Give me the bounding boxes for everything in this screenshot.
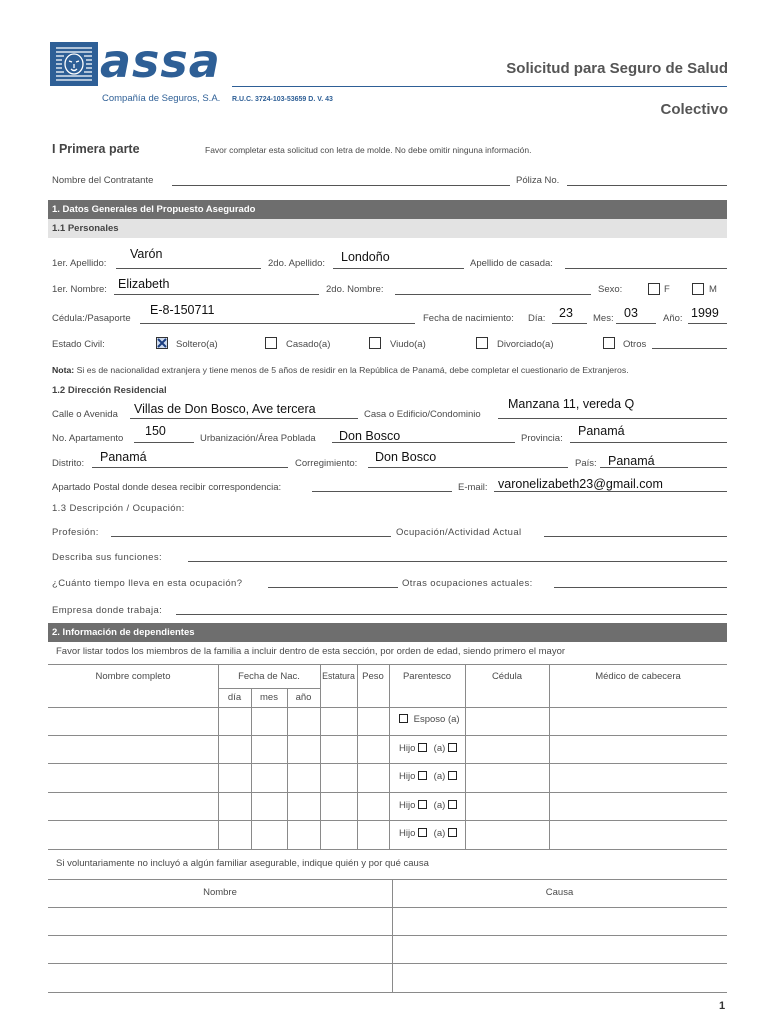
col-mes: mes: [260, 692, 278, 703]
distrito-value: Panamá: [100, 450, 147, 464]
col-anio: año: [295, 692, 312, 703]
col-nombre: Nombre completo: [95, 671, 171, 682]
otras-label: Otras ocupaciones actuales:: [402, 578, 533, 589]
anio-field[interactable]: [688, 323, 727, 324]
form-title: Solicitud para Seguro de Salud: [506, 60, 728, 77]
casa-value: Manzana 11, vereda Q: [508, 397, 635, 411]
correg-label: Corregimiento:: [295, 458, 358, 469]
lion-logo-icon: [50, 42, 98, 86]
divorciado-checkbox[interactable]: [476, 337, 488, 349]
company-logo: [50, 34, 230, 112]
section12-title: 1.2 Dirección Residencial: [52, 385, 167, 396]
page-number: 1: [719, 1000, 726, 1012]
poliza-label: Póliza No.: [516, 175, 560, 186]
header-rule: [232, 86, 727, 87]
exclusion-col-causa: Causa: [545, 887, 574, 898]
email-label: E-mail:: [458, 482, 488, 493]
urb-label: Urbanización/Área Poblada: [200, 433, 316, 444]
calle-field[interactable]: [130, 418, 358, 419]
otros-checkbox[interactable]: [603, 337, 615, 349]
email-field[interactable]: [494, 491, 727, 492]
dia-field[interactable]: [552, 323, 587, 324]
section1-title: 1. Datos Generales del Propuesto Asegurado: [52, 204, 256, 215]
hija-label: (a): [433, 771, 446, 782]
pais-label: País:: [575, 458, 597, 469]
company-name: Compañía de Seguros, S.A.: [102, 93, 221, 104]
otros-label: Otros: [623, 339, 647, 350]
casada-label: Apellido de casada:: [470, 258, 553, 269]
cedula-value: E-8-150711: [150, 303, 215, 317]
nacimiento-label: Fecha de nacimiento:: [423, 313, 514, 324]
hija-checkbox[interactable]: [448, 828, 457, 837]
exclusion-instruction: Si voluntariamente no incluyó a algún familiar asegurable, indique quién y por qué causa: [56, 858, 429, 869]
profesion-label: Profesión:: [52, 527, 99, 538]
form-subtitle: Colectivo: [660, 101, 728, 118]
otros-field[interactable]: [652, 348, 727, 349]
parentesco-row-2: [399, 743, 457, 754]
hijo-label: Hijo: [399, 800, 416, 811]
col-estatura: Estatura: [322, 671, 355, 681]
esposo-checkbox[interactable]: [399, 714, 408, 723]
anio-value: 1999: [691, 306, 719, 320]
mes-label: Mes:: [593, 313, 614, 324]
casado-checkbox[interactable]: [265, 337, 277, 349]
apto-label: No. Apartamento: [52, 433, 124, 444]
urb-value: Don Bosco: [339, 429, 401, 443]
correg-value: Don Bosco: [375, 450, 437, 464]
anio-label: Año:: [663, 313, 683, 324]
hijo-label: Hijo: [399, 743, 416, 754]
section11-title: 1.1 Personales: [52, 223, 119, 234]
parentesco-row-1: [399, 714, 460, 725]
otras-field[interactable]: [554, 587, 727, 588]
apartado-label: Apartado Postal donde desea recibir correspondencia:: [52, 482, 282, 493]
contratante-field[interactable]: [172, 185, 510, 186]
section2-instruction: Favor listar todos los miembros de la familia a incluir dentro de esta sección, por orden de edad, siendo primero el mayor: [56, 646, 566, 657]
hijo-checkbox[interactable]: [418, 828, 427, 837]
nota-bold: Nota:: [52, 365, 75, 375]
sexo-m-checkbox[interactable]: [692, 283, 704, 295]
cedula-label: Cédula:/Pasaporte: [52, 313, 131, 324]
parentesco-row-4: [399, 800, 457, 811]
hijo-checkbox[interactable]: [418, 771, 427, 780]
part-heading: I Primera parte: [52, 142, 140, 156]
casa-label: Casa o Edificio/Condominio: [364, 409, 481, 420]
section13-title: 1.3 Descripción / Ocupación:: [52, 503, 185, 514]
distrito-label: Distrito:: [52, 458, 85, 469]
viudo-label: Viudo(a): [390, 339, 426, 350]
section1-header: [48, 200, 727, 219]
provincia-value: Panamá: [578, 424, 625, 438]
casada-field[interactable]: [565, 268, 727, 269]
poliza-field[interactable]: [567, 185, 727, 186]
contratante-label: Nombre del Contratante: [52, 175, 154, 186]
funciones-label: Describa sus funciones:: [52, 552, 163, 563]
mes-field[interactable]: [616, 323, 656, 324]
funciones-field[interactable]: [188, 561, 727, 562]
correg-field[interactable]: [368, 467, 568, 468]
mes-value: 03: [624, 306, 638, 320]
profesion-field[interactable]: [111, 536, 391, 537]
cedula-field[interactable]: [140, 323, 415, 324]
estado-civil-label: Estado Civil:: [52, 339, 105, 350]
soltero-label: Soltero(a): [176, 339, 218, 350]
esposo-label: Esposo (a): [413, 714, 460, 725]
viudo-checkbox[interactable]: [369, 337, 381, 349]
nombre2-label: 2do. Nombre:: [326, 284, 384, 295]
parentesco-row-3: [399, 771, 457, 782]
apellido1-label: 1er. Apellido:: [52, 258, 107, 269]
apto-field[interactable]: [134, 442, 194, 443]
apellido1-value: Varón: [130, 247, 163, 261]
casado-label: Casado(a): [286, 339, 331, 350]
distrito-field[interactable]: [92, 467, 288, 468]
hijo-label: Hijo: [399, 828, 416, 839]
hijo-checkbox[interactable]: [418, 800, 427, 809]
hijo-label: Hijo: [399, 771, 416, 782]
calle-value: Villas de Don Bosco, Ave tercera: [134, 402, 316, 416]
hija-checkbox[interactable]: [448, 800, 457, 809]
casa-field[interactable]: [498, 418, 727, 419]
provincia-field[interactable]: [570, 442, 727, 443]
instruction-text: Favor completar esta solicitud con letra de molde. No debe omitir ninguna información.: [205, 145, 532, 155]
col-fecha: Fecha de Nac.: [238, 671, 300, 682]
nombre1-label: 1er. Nombre:: [52, 284, 107, 295]
divorciado-label: Divorciado(a): [497, 339, 554, 350]
ruc-text: R.U.C. 3724-103-53659 D. V. 43: [232, 96, 333, 103]
hijo-checkbox[interactable]: [418, 743, 427, 752]
hija-label: (a): [433, 800, 446, 811]
email-value: varonelizabeth23@gmail.com: [498, 477, 663, 491]
nota-line: [52, 365, 629, 375]
sexo-f-checkbox[interactable]: [648, 283, 660, 295]
sexo-m-label: M: [709, 284, 717, 295]
ocupacion-label: Ocupación/Actividad Actual: [396, 527, 522, 538]
soltero-checkbox[interactable]: [156, 337, 168, 349]
sexo-label: Sexo:: [598, 284, 623, 295]
tiempo-label: ¿Cuánto tiempo lleva en esta ocupación?: [52, 578, 243, 589]
apartado-field[interactable]: [312, 491, 452, 492]
exclusion-col-nombre: Nombre: [203, 887, 237, 898]
nota-text: Si es de nacionalidad extranjera y tiene menos de 5 años de residir en la República de Panamá, debe completar el cuestionario de Extranjeros.: [76, 365, 629, 375]
apellido1-field[interactable]: [116, 268, 261, 269]
hija-label: (a): [433, 743, 446, 754]
col-medico: Médico de cabecera: [595, 671, 681, 682]
dia-value: 23: [559, 306, 573, 320]
nombre1-field[interactable]: [114, 294, 319, 295]
nombre1-value: Elizabeth: [118, 277, 170, 291]
section2-title: 2. Información de dependientes: [52, 627, 195, 638]
brand-wordmark: assa: [100, 34, 221, 88]
ocupacion-field[interactable]: [544, 536, 727, 537]
col-cedula: Cédula: [491, 671, 523, 682]
col-parentesco: Parentesco: [402, 671, 452, 682]
pais-value: Panamá: [608, 454, 655, 468]
hija-checkbox[interactable]: [448, 771, 457, 780]
apto-value: 150: [145, 424, 166, 438]
nombre2-field[interactable]: [395, 294, 591, 295]
tiempo-field[interactable]: [268, 587, 398, 588]
sexo-f-label: F: [664, 284, 670, 295]
section2-header: [48, 623, 727, 642]
apellido2-value: Londoño: [341, 250, 390, 264]
empresa-field[interactable]: [176, 614, 727, 615]
hija-checkbox[interactable]: [448, 743, 457, 752]
apellido2-field[interactable]: [333, 268, 464, 269]
calle-label: Calle o Avenida: [52, 409, 118, 420]
checked-x-icon: [156, 337, 168, 349]
col-peso: Peso: [362, 671, 384, 682]
hija-label: (a): [433, 828, 446, 839]
empresa-label: Empresa donde trabaja:: [52, 605, 163, 616]
section11-header: [48, 219, 727, 238]
apellido2-label: 2do. Apellido:: [268, 258, 326, 269]
col-dia: día: [227, 692, 242, 703]
provincia-label: Provincia:: [521, 433, 563, 444]
parentesco-row-5: [399, 828, 457, 839]
dia-label: Día:: [528, 313, 546, 324]
